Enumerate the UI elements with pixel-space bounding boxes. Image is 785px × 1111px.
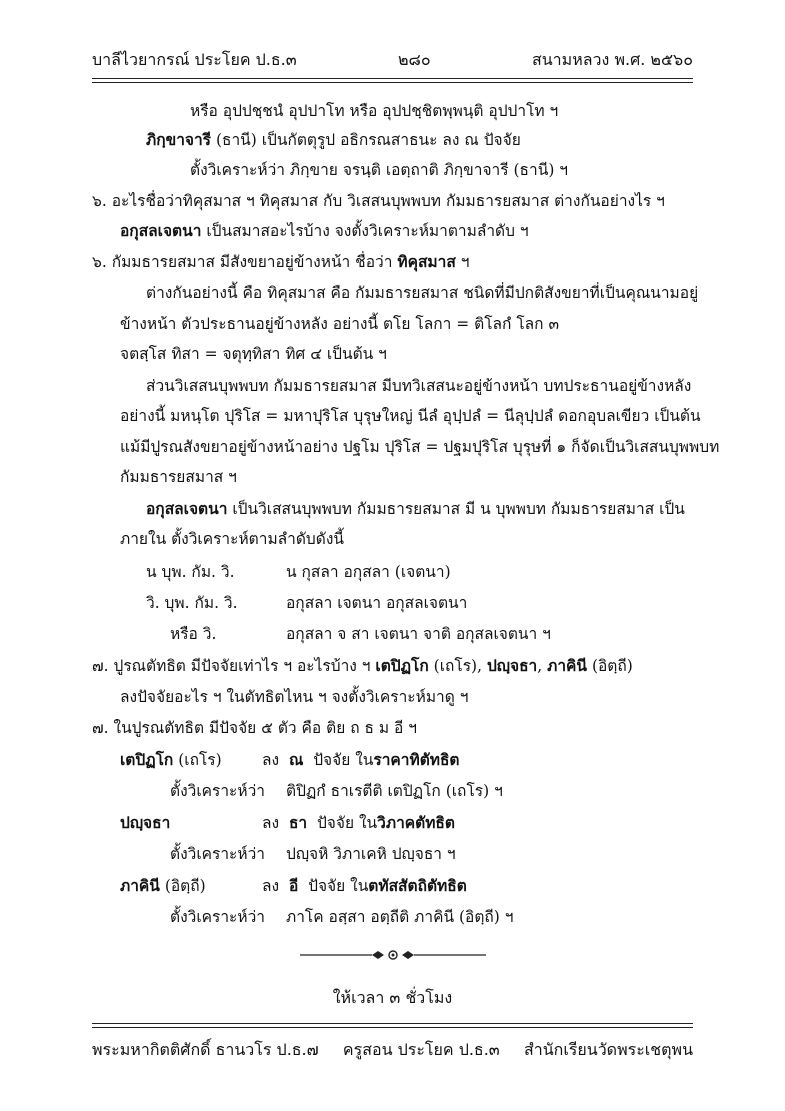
entry-word (120, 750, 222, 770)
term-bhagini: ภาคินี (547, 656, 588, 675)
answer-6-line-9 (146, 499, 685, 519)
header-rule (92, 78, 693, 79)
question-7 (92, 656, 633, 676)
header-title: บาลีไวยากรณ์ ประโยค ป.ธ.๓ (92, 50, 297, 69)
term-akusalacetana-answer: อกุสลเจตนา (146, 499, 228, 518)
term-digu: ทิคุสมาส (397, 252, 456, 271)
answer-6-line-2: ต่างกันอย่างนี้ คือ ทิคุสมาส คือ กัมมธารยสมาส ชนิดที่มีปกติสังขยาที่เป็นคุณนามอยู่ (146, 284, 699, 302)
page-footer (92, 1038, 693, 1063)
entry-suffix: ธา (288, 813, 308, 832)
footer-rule (92, 1023, 693, 1024)
divider-ornament (300, 948, 486, 962)
question-7-line-2: ลงปัจจัยอะไร ฯ ในตัทธิตไหน ฯ จงตั้งวิเคราะห์มาดู ฯ (120, 688, 469, 706)
footer-role: ครูสอน ประโยค ป.ธ.๓ (342, 1040, 500, 1059)
question-7-text: ๗. ปูรณตัทธิต มีปัจจัยเท่าไร ฯ อะไรบ้าง ฯ (92, 657, 376, 675)
analysis-line-1: หรือ อุปปชฺชนํ อุปปาโท หรือ อุปปชฺชิตพฺพนฺติ อุปปาโท ฯ (190, 102, 559, 120)
answer-6-line-10: ภายใน ตั้งวิเคราะห์ตามลำดับดังนี้ (120, 530, 344, 548)
time-allowed: ให้เวลา ๓ ชั่วโมง (332, 988, 453, 1007)
answer-6 (92, 252, 469, 272)
entry-suffix-line (262, 876, 467, 896)
answer-6-line-7: แม้มีปูรณสังขยาอยู่ข้างหน้าอย่าง ปฐโม ปุริโส = ปฐมปุริโส บุรุษที่ ๑ ก็จัดเป็นวิเสสนบุพพบท (120, 438, 720, 456)
entry-word (120, 813, 170, 833)
analysis-row-value: อกุสลา จ สา เจตนา จาติ อกุสลเจตนา ฯ (286, 625, 551, 643)
entry-vigraha-label: ตั้งวิเคราะห์ว่า (170, 908, 265, 926)
question-7-sep-1: (เถโร), (428, 657, 487, 675)
entry-word-gloss: (เถโร) (173, 751, 222, 769)
answer-6-line-6: อย่างนี้ มหนฺโต ปุริโส = มหาปุริโส บุรุษใหญ่ นีลํ อุปฺปลํ = นีลุปฺปลํ ดอกอุบลเขียว เป็นต้น (120, 407, 701, 425)
answer-6-line-4: จตสฺโส ทิสา = จตุทฺทิสา ทิศ ๔ เป็นต้น ฯ (120, 345, 387, 363)
question-6-line-2-text: เป็นสมาสอะไรบ้าง จงตั้งวิเคราะห์มาตามลำดับ ฯ (201, 222, 529, 240)
entry-word-gloss: (อิตฺถี) (159, 877, 206, 895)
page-header (92, 48, 693, 73)
entry-taddhita-type: ราคาทิตัทธิต (373, 750, 460, 769)
footer-author: พระมหากิตติศักดิ์ ธานวโร ป.ธ.๗ (92, 1040, 319, 1059)
analysis-row-label: น บุพ. กัม. วิ. (146, 563, 235, 581)
answer-7: ๗. ในปูรณตัทธิต มีปัจจัย ๕ ตัว คือ ติย ถ ธ ม อี ฯ (92, 719, 418, 737)
answer-6-text: ๖. กัมมธารยสมาส มีสังขยาอยู่ข้างหน้า ชื่อว่า (92, 253, 398, 271)
term-bhikkhacari: ภิกฺขาจารี (146, 130, 212, 149)
question-6: ๖. อะไรชื่อว่าทิคุสมาส ฯ ทิคุสมาส กับ วิเสสนบุพพบท กัมมธารยสมาส ต่างกันอย่างไร ฯ (92, 192, 665, 210)
entry-word (120, 876, 206, 896)
term-tepitako: เตปิฏโก (375, 656, 429, 675)
analysis-line-2 (146, 130, 521, 150)
answer-6-line-8: กัมมธารยสมาส ฯ (120, 468, 237, 486)
entry-taddhita-type: วิภาคตัทธิต (377, 813, 455, 832)
analysis-line-3: ตั้งวิเคราะห์ว่า ภิกฺขาย จรนฺติ เอตฺถาติ ภิกฺขาจารี (ธานี) ฯ (190, 161, 568, 179)
entry-word-bold: เตปิฏโก (120, 750, 174, 769)
question-7-end: (อิตฺถี) (587, 657, 633, 675)
entry-pc: ปัจจัย ใน (308, 877, 369, 895)
footer-rule-second (92, 1027, 693, 1028)
entry-vigraha: ปญฺจหิ วิภาเคหิ ปญฺจธา ฯ (286, 845, 456, 863)
entry-vigraha-label: ตั้งวิเคราะห์ว่า (170, 782, 265, 800)
analysis-row-value: น กุสลา อกุสลา (เจตนา) (286, 563, 451, 581)
entry-lang: ลง (262, 814, 280, 832)
answer-6-line-5: ส่วนวิเสสนบุพพบท กัมมธารยสมาส มีบทวิเสสนะอยู่ข้างหน้า บทประธานอยู่ข้างหลัง (146, 377, 692, 395)
entry-pc: ปัจจัย ใน (313, 751, 374, 769)
entry-vigraha-label: ตั้งวิเคราะห์ว่า (170, 845, 265, 863)
entry-word-bold: ภาคินี (120, 876, 160, 895)
entry-word-bold: ปญฺจธา (120, 813, 171, 832)
entry-pc: ปัจจัย ใน (316, 814, 378, 832)
analysis-row-label: หรือ วิ. (170, 625, 217, 643)
entry-suffix-line (262, 813, 455, 833)
header-rule-second (92, 82, 693, 83)
analysis-row-label: วิ. บุพ. กัม. วิ. (146, 594, 238, 612)
footer-institution: สำนักเรียนวัดพระเชตุพน (523, 1040, 693, 1059)
entry-suffix: อี (288, 876, 299, 895)
question-7-sep-2: , (537, 657, 548, 675)
header-exam-info: สนามหลวง พ.ศ. ๒๕๖๐ (531, 50, 693, 69)
entry-lang: ลง (262, 877, 280, 895)
entry-suffix-line (262, 750, 460, 770)
answer-6-line-3: ข้างหน้า ตัวประธานอยู่ข้างหลัง อย่างนี้ ตโย โลกา = ติโลกํ โลก ๓ (120, 315, 560, 333)
answer-6-end: ฯ (455, 253, 470, 271)
answer-6-line-9-text: เป็นวิเสสนบุพพบท กัมมธารยสมาส มี น บุพพบท กัมมธารยสมาส เป็น (227, 500, 685, 518)
entry-suffix: ณ (288, 750, 304, 769)
question-6-line-2 (120, 221, 529, 241)
entry-taddhita-type: ตทัสสัตถิตัทธิต (368, 876, 467, 895)
entry-lang: ลง (262, 751, 280, 769)
entry-vigraha: ภาโค อสฺสา อตฺถีติ ภาคินี (อิตฺถี) ฯ (286, 908, 514, 926)
page-number: ๒๘๐ (398, 50, 431, 69)
term-akusalacetana: อกุสลเจตนา (120, 221, 202, 240)
analysis-line-2-text: (ธานี) เป็นกัตตุรูป อธิกรณสาธนะ ลง ณ ปัจจัย (211, 131, 521, 149)
analysis-row-value: อกุสลา เจตนา อกุสลเจตนา (286, 594, 468, 612)
entry-vigraha: ติปิฏกํ ธาเรตีติ เตปิฏโก (เถโร) ฯ (286, 782, 503, 800)
term-pancadha: ปญฺจธา (486, 656, 538, 675)
